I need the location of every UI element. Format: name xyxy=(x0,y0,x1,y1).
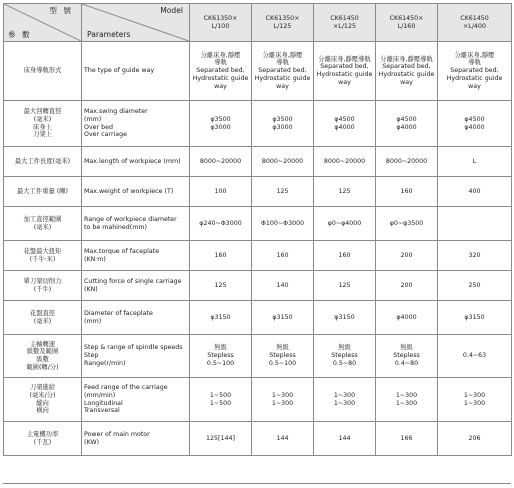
model-line: ×L/125 xyxy=(333,22,356,30)
value-cell xyxy=(438,422,512,456)
value-cell-line: Separated bed, xyxy=(196,67,245,75)
value-cell xyxy=(252,207,314,241)
value-cell-line: Separated bed, xyxy=(258,67,307,75)
value-cell-line: way xyxy=(400,78,413,86)
spec-row xyxy=(4,207,512,241)
value-cell-line: φ3500 xyxy=(272,115,293,123)
value-cell-line: Stepless xyxy=(393,352,420,360)
value-cell-line: 160 xyxy=(400,187,413,195)
param-en-cell-line: Over bed xyxy=(84,123,114,131)
value-cell-line: φ4000 xyxy=(334,123,355,131)
value-cell-line: 144 xyxy=(276,434,289,442)
model-line: CK61450× xyxy=(389,14,424,22)
value-cell xyxy=(314,378,376,422)
value-cell-line: 1~300 xyxy=(333,391,356,399)
value-cell-line: 160 xyxy=(338,251,351,259)
value-cell xyxy=(376,271,438,301)
value-cell-line: Stepless xyxy=(207,352,234,360)
param-cn-cell xyxy=(4,177,82,207)
value-cell xyxy=(252,301,314,335)
value-cell-line: way xyxy=(468,82,481,90)
param-en-cell-line: Over carriage xyxy=(84,131,128,139)
model-header-1 xyxy=(190,4,252,42)
param-en-cell xyxy=(82,378,190,422)
param-cn-cell-line: 範圍(轉/分) xyxy=(26,363,59,371)
value-cell-line: φ3150 xyxy=(334,313,355,321)
value-cell-line: 導軌 xyxy=(276,59,289,67)
value-cell-line: 166 xyxy=(400,434,413,442)
param-cn-cell xyxy=(4,42,82,101)
value-cell xyxy=(190,301,252,335)
value-cell-line: way xyxy=(338,78,351,86)
en-param-label: Parameters xyxy=(87,29,131,39)
param-en-cell-line: Range(r/min) xyxy=(84,359,126,367)
value-cell xyxy=(252,335,314,378)
param-en-cell xyxy=(82,42,190,101)
value-cell xyxy=(252,271,314,301)
value-cell-line: 1~300 xyxy=(271,399,294,407)
value-cell-line: 200 xyxy=(400,281,413,289)
param-cn-cell-line: (毫米) xyxy=(33,317,52,325)
value-cell-line: 無級 xyxy=(400,344,413,352)
param-cn-cell xyxy=(4,147,82,177)
param-cn-cell-line: 花盤直徑 xyxy=(29,309,56,317)
value-cell-line: 0.4~80 xyxy=(394,359,419,367)
param-en-cell-line: (mm) xyxy=(84,317,102,325)
value-cell-line: Separated bed, xyxy=(382,63,431,71)
value-cell xyxy=(438,42,512,101)
param-en-cell-line: Feed range of the carriage xyxy=(84,384,168,392)
param-cn-cell-line: 級數 xyxy=(36,356,49,363)
param-cn-cell-line: 刀架上 xyxy=(33,131,52,139)
value-cell-line: L xyxy=(472,157,477,165)
value-cell xyxy=(252,42,314,101)
param-cn-cell-line: (千牛·米) xyxy=(29,255,56,263)
param-en-cell-line: Range of workpiece diameter xyxy=(84,215,177,223)
value-cell xyxy=(376,147,438,177)
value-cell-line: Separated bed, xyxy=(320,63,369,71)
value-cell-line: 分離床身,靜壓 xyxy=(262,51,303,59)
model-line: L/160 xyxy=(397,22,416,30)
value-cell xyxy=(252,241,314,271)
model-header-5 xyxy=(438,4,512,42)
param-en-cell xyxy=(82,271,190,301)
value-cell-line: 8000~20000 xyxy=(385,157,428,165)
spec-row xyxy=(4,42,512,101)
value-cell-line: φ4000 xyxy=(396,123,417,131)
model-line: CK61350× xyxy=(265,14,300,22)
value-cell xyxy=(190,207,252,241)
value-cell xyxy=(314,207,376,241)
value-cell-line: way xyxy=(276,82,289,90)
value-cell-line: 144 xyxy=(338,434,351,442)
param-cn-cell-line: 單刀架切削力 xyxy=(23,277,62,285)
value-cell-line: 無級 xyxy=(276,344,289,352)
param-en-cell-line: The type of guide way xyxy=(84,67,155,75)
value-cell xyxy=(314,241,376,271)
param-en-cell-line: Max.torque of faceplate xyxy=(84,247,160,255)
cn-corner-cell xyxy=(4,4,82,42)
value-cell xyxy=(314,42,376,101)
value-cell-line: 160 xyxy=(214,251,227,259)
param-en-cell-line: to be mahined(mm) xyxy=(84,223,147,231)
value-cell-line: Hydrostatic guide xyxy=(316,71,373,78)
model-header-4 xyxy=(376,4,438,42)
value-cell xyxy=(190,378,252,422)
param-cn-cell xyxy=(4,101,82,147)
value-cell xyxy=(376,422,438,456)
value-cell xyxy=(314,422,376,456)
value-cell-line: 無級 xyxy=(338,344,351,352)
value-cell xyxy=(190,241,252,271)
value-cell xyxy=(190,42,252,101)
param-cn-cell xyxy=(4,301,82,335)
model-header-3 xyxy=(314,4,376,42)
param-cn-cell-line: 橫向 xyxy=(36,407,49,415)
param-cn-cell-line: 主電機功率 xyxy=(26,430,59,438)
value-cell xyxy=(376,101,438,147)
value-cell-line: φ4000 xyxy=(396,313,417,321)
value-cell-line: 導軌 xyxy=(214,59,227,67)
value-cell xyxy=(252,422,314,456)
param-cn-cell xyxy=(4,271,82,301)
param-en-cell-line: Longitudinal xyxy=(84,399,123,407)
param-en-cell xyxy=(82,177,190,207)
param-en-cell-line: (KN) xyxy=(84,285,98,293)
model-line: L/100 xyxy=(211,22,230,30)
value-cell-line: Φ100~Φ3000 xyxy=(260,219,305,227)
spec-row xyxy=(4,101,512,147)
value-cell-line: 1~300 xyxy=(395,399,418,407)
value-cell-line: φ4500 xyxy=(334,115,355,123)
value-cell-line: φ3150 xyxy=(272,313,293,321)
value-cell-line: 分離床身,靜壓 xyxy=(200,51,241,59)
param-cn-cell-line: 最大工件長度(毫米) xyxy=(14,157,71,165)
en-corner-cell xyxy=(82,4,190,42)
spec-row xyxy=(4,147,512,177)
value-cell-line: φ4500 xyxy=(464,115,485,123)
param-cn-cell-line: 最大回轉直徑 xyxy=(23,108,62,116)
param-en-cell-line: (mm/min) xyxy=(84,391,116,399)
value-cell xyxy=(252,378,314,422)
value-cell-line: 125 xyxy=(338,281,351,289)
value-cell xyxy=(438,177,512,207)
param-cn-cell-line: (千瓦) xyxy=(33,438,52,446)
value-cell-line: 125[144] xyxy=(206,434,235,442)
value-cell-line: 無級 xyxy=(214,344,227,352)
param-cn-cell-line: 床身上 xyxy=(33,123,52,131)
en-model-label: Model xyxy=(160,6,183,15)
param-en-cell-line: (KW) xyxy=(84,438,100,446)
value-cell-line: 1~300 xyxy=(271,391,294,399)
value-cell xyxy=(376,335,438,378)
value-cell-line: φ3000 xyxy=(272,123,293,131)
value-cell xyxy=(376,241,438,271)
param-en-cell xyxy=(82,207,190,241)
param-cn-cell-line: 級數及範圍 xyxy=(26,348,59,356)
param-cn-cell-line: 花盤最大扭矩 xyxy=(23,247,62,255)
model-header-2 xyxy=(252,4,314,42)
value-cell-line: φ3500 xyxy=(210,115,231,123)
value-cell-line: 1~300 xyxy=(463,391,486,399)
value-cell-line: 0.4~63 xyxy=(462,352,487,360)
value-cell xyxy=(376,378,438,422)
value-cell-line: 250 xyxy=(468,281,481,289)
value-cell xyxy=(314,177,376,207)
value-cell xyxy=(190,177,252,207)
spec-row xyxy=(4,177,512,207)
model-line: CK61450 xyxy=(460,14,489,22)
value-cell xyxy=(190,422,252,456)
value-cell-line: 125 xyxy=(338,187,351,195)
value-cell xyxy=(314,271,376,301)
value-cell-line: 320 xyxy=(468,251,481,259)
value-cell xyxy=(190,271,252,301)
param-cn-cell xyxy=(4,422,82,456)
value-cell xyxy=(438,241,512,271)
value-cell-line: 1~300 xyxy=(395,391,418,399)
param-en-cell-line: Max.length of workpiece (mm) xyxy=(84,157,181,165)
value-cell-line: Hydrostatic guide xyxy=(192,74,249,82)
cn-model-label: 型 號 xyxy=(49,6,73,15)
value-cell xyxy=(376,207,438,241)
param-cn-cell-line: (毫米/分) xyxy=(29,391,56,399)
value-cell xyxy=(252,147,314,177)
param-cn-cell xyxy=(4,378,82,422)
spec-row xyxy=(4,301,512,335)
param-en-cell xyxy=(82,422,190,456)
value-cell-line: 0.5~100 xyxy=(268,359,297,367)
value-cell-line: Stepless xyxy=(331,352,358,360)
value-cell-line: φ3150 xyxy=(210,313,231,321)
param-en-cell-line: Diameter of faceplate xyxy=(84,309,153,317)
value-cell-line: 8000~20000 xyxy=(261,157,304,165)
value-cell xyxy=(252,101,314,147)
value-cell xyxy=(314,335,376,378)
value-cell-line: 0.5~100 xyxy=(206,359,235,367)
spec-table xyxy=(3,3,512,456)
model-line: CK61450 xyxy=(330,14,359,22)
value-cell-line: 1~300 xyxy=(333,399,356,407)
param-en-cell xyxy=(82,101,190,147)
value-cell xyxy=(314,147,376,177)
spec-row xyxy=(4,335,512,378)
param-cn-cell-line: (毫米) xyxy=(33,223,52,231)
bottom-rule xyxy=(3,483,511,484)
param-cn-cell-line: 床身導軌形式 xyxy=(23,67,62,75)
value-cell-line: Hydrostatic guide xyxy=(378,71,435,78)
header-row xyxy=(4,4,512,42)
value-cell-line: φ0~φ4000 xyxy=(327,219,362,227)
param-cn-cell-line: 刀架進給 xyxy=(29,384,56,392)
param-en-cell xyxy=(82,241,190,271)
value-cell-line: 分離床身,靜壓導軌 xyxy=(380,55,433,63)
param-en-cell xyxy=(82,335,190,378)
param-en-cell-line: Power of main motor xyxy=(84,430,150,438)
value-cell xyxy=(376,301,438,335)
value-cell xyxy=(438,335,512,378)
value-cell xyxy=(314,301,376,335)
cn-param-label: 參 數 xyxy=(8,29,32,39)
value-cell-line: 分離床身,靜壓 xyxy=(454,51,495,59)
value-cell-line: 200 xyxy=(400,251,413,259)
param-cn-cell-line: 加工直徑範圍 xyxy=(23,215,62,223)
spec-row xyxy=(4,271,512,301)
spec-row xyxy=(4,378,512,422)
value-cell-line: φ4500 xyxy=(396,115,417,123)
value-cell xyxy=(438,207,512,241)
value-cell-line: φ240~Φ3000 xyxy=(199,219,242,227)
value-cell-line: φ4000 xyxy=(464,123,485,131)
model-line: L/125 xyxy=(273,22,292,30)
param-cn-cell xyxy=(4,241,82,271)
value-cell-line: Hydrostatic guide xyxy=(446,74,503,82)
value-cell xyxy=(438,378,512,422)
value-cell xyxy=(190,335,252,378)
value-cell-line: 導軌 xyxy=(468,59,481,67)
value-cell-line: 8000~20000 xyxy=(199,157,242,165)
value-cell xyxy=(438,271,512,301)
param-cn-cell-line: 縱向 xyxy=(36,399,49,407)
param-cn-cell-line: (毫米) xyxy=(33,115,52,123)
param-en-cell-line: (mm) xyxy=(84,115,102,123)
value-cell-line: φ3000 xyxy=(210,123,231,131)
param-cn-cell-line: 主軸轉速 xyxy=(29,340,56,348)
value-cell-line: Hydrostatic guide xyxy=(254,74,311,82)
param-en-cell-line: Transversal xyxy=(84,407,120,415)
value-cell-line: Separated bed, xyxy=(450,67,499,75)
value-cell xyxy=(376,42,438,101)
param-cn-cell xyxy=(4,207,82,241)
value-cell-line: 1~500 xyxy=(209,399,232,407)
model-line: ×L/400 xyxy=(463,22,486,30)
value-cell-line: way xyxy=(214,82,227,90)
value-cell-line: Stepless xyxy=(269,352,296,360)
value-cell-line: 160 xyxy=(276,251,289,259)
value-cell xyxy=(438,147,512,177)
value-cell xyxy=(252,177,314,207)
value-cell-line: 1~500 xyxy=(209,391,232,399)
param-en-cell-line: (KN·m) xyxy=(84,255,106,263)
param-en-cell xyxy=(82,301,190,335)
spec-row xyxy=(4,241,512,271)
value-cell-line: 125 xyxy=(276,187,289,195)
param-cn-cell-line: 最大工件重量 (噸) xyxy=(17,187,68,195)
value-cell-line: 125 xyxy=(214,281,227,289)
param-en-cell-line: Max.weight of workpiece (T) xyxy=(84,187,174,195)
param-cn-cell-line: (千牛) xyxy=(33,285,52,293)
param-en-cell-line: Step & range of spindle speeds xyxy=(84,344,183,352)
value-cell-line: 分離床身,靜壓導軌 xyxy=(318,55,371,63)
value-cell-line: 140 xyxy=(276,281,289,289)
param-cn-cell xyxy=(4,335,82,378)
value-cell-line: 0.5~80 xyxy=(332,359,357,367)
value-cell-line: 1~300 xyxy=(463,399,486,407)
value-cell-line: 400 xyxy=(468,187,481,195)
model-line: CK61350× xyxy=(203,14,238,22)
param-en-cell-line: Step xyxy=(84,352,99,360)
value-cell xyxy=(190,101,252,147)
param-en-cell xyxy=(82,147,190,177)
value-cell-line: 8000~20000 xyxy=(323,157,366,165)
param-en-cell-line: Cutting force of single carriage xyxy=(84,277,182,285)
value-cell-line: 206 xyxy=(468,434,481,442)
value-cell xyxy=(438,301,512,335)
spec-body xyxy=(4,42,512,456)
value-cell-line: φ0~φ3500 xyxy=(389,219,424,227)
param-en-cell-line: Max.swing diameter xyxy=(84,108,148,116)
value-cell xyxy=(438,101,512,147)
value-cell xyxy=(376,177,438,207)
value-cell xyxy=(314,101,376,147)
value-cell xyxy=(190,147,252,177)
value-cell-line: 100 xyxy=(214,187,227,195)
spec-row xyxy=(4,422,512,456)
value-cell-line: φ3150 xyxy=(464,313,485,321)
